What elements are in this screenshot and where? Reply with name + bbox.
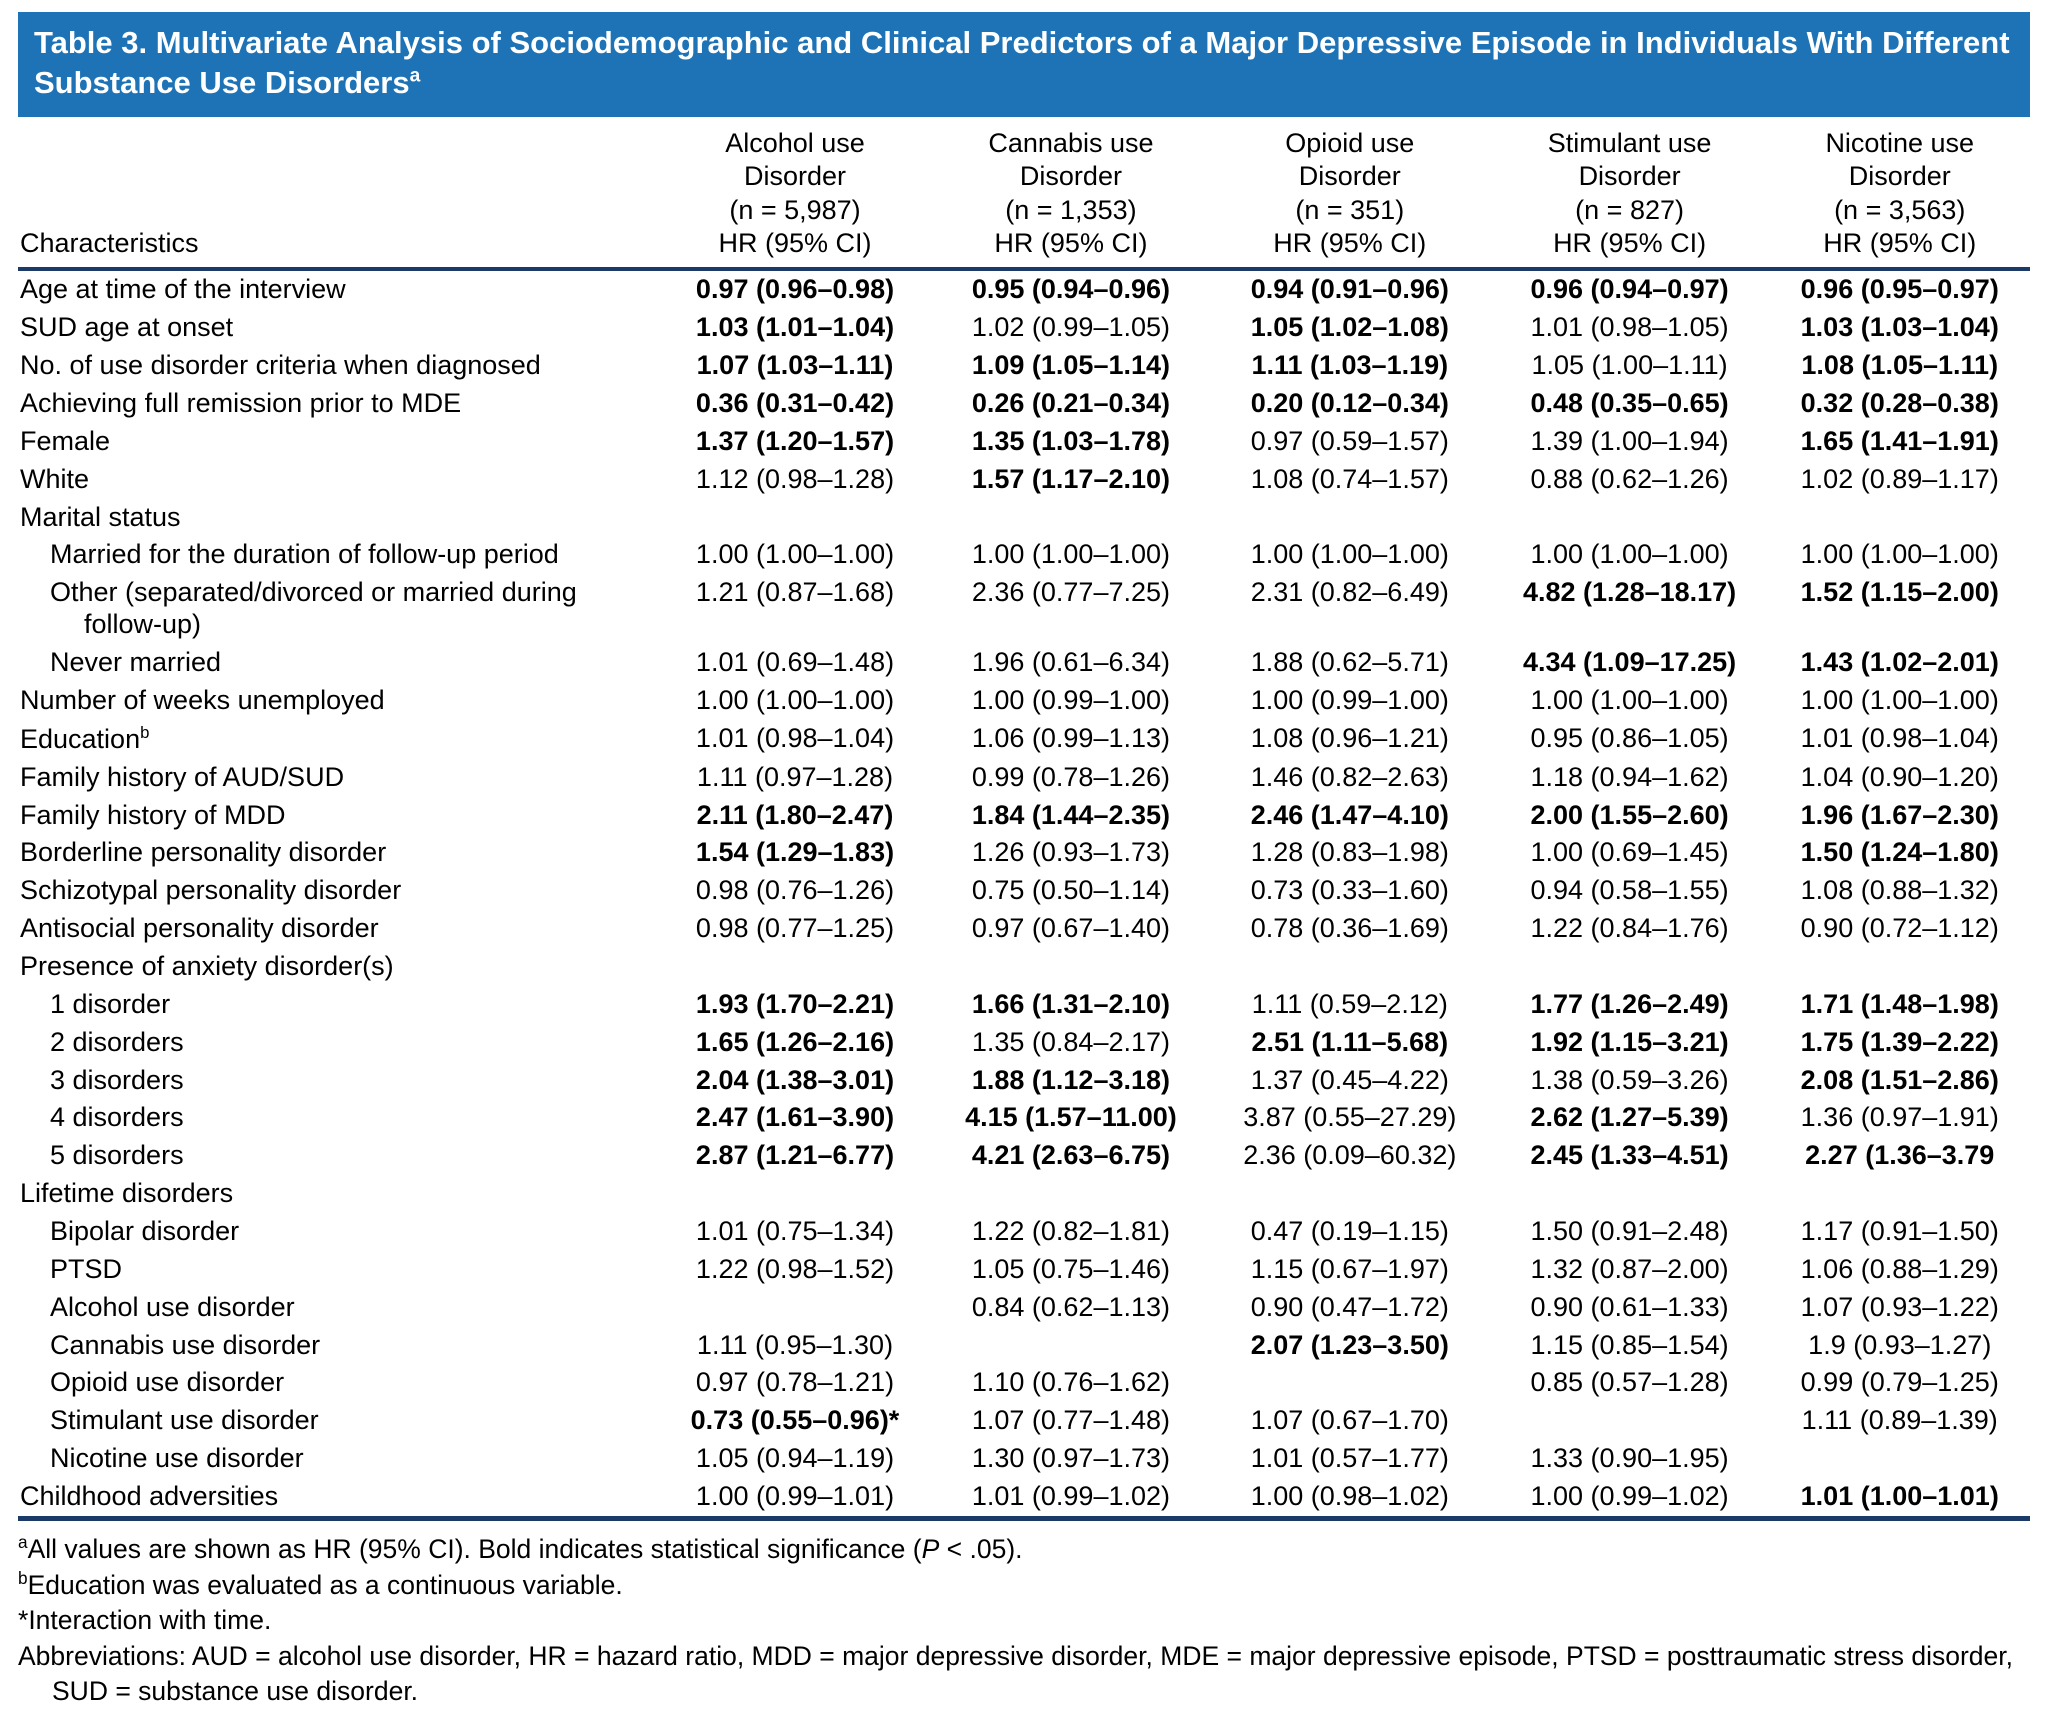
hr-value: 0.47 (0.19–1.15) (1250, 1215, 1449, 1246)
hr-value: 1.05 (1.00–1.11) (1531, 350, 1728, 381)
hr-value: 0.94 (0.58–1.55) (1530, 875, 1729, 906)
hr-value: 2.07 (1.23–3.50) (1250, 1329, 1449, 1360)
hr-value: 0.85 (0.57–1.28) (1530, 1367, 1729, 1398)
column-header: Opioid use Disorder (n = 351) HR (95% CI) (1273, 127, 1427, 258)
hr-value (1769, 1440, 2030, 1478)
row-label: Childhood adversities (20, 1480, 279, 1511)
hr-value: 0.48 (0.35–0.65) (1530, 388, 1729, 419)
hr-value: 1.00 (1.00–1.00) (1530, 539, 1729, 570)
hr-value: 2.36 (0.77–7.25) (971, 577, 1171, 608)
row-label: 3 disorders (50, 1064, 184, 1095)
table-row (18, 1402, 2030, 1440)
hr-value: 1.96 (0.61–6.34) (971, 647, 1171, 678)
hr-value: 1.35 (0.84–2.17) (971, 1026, 1171, 1057)
hr-value: 1.06 (0.99–1.13) (971, 722, 1171, 753)
table-row (18, 682, 2030, 720)
hr-value: 2.27 (1.36–3.79 (1805, 1140, 1995, 1171)
hr-value: 2.11 (1.80–2.47) (696, 799, 894, 830)
hr-value: 0.26 (0.21–0.34) (971, 388, 1171, 419)
hr-value: 1.00 (1.00–1.00) (1800, 539, 1999, 570)
hr-value: 4.34 (1.09–17.25) (1523, 647, 1737, 678)
table-row (18, 461, 2030, 499)
hr-value: 1.01 (0.57–1.77) (1250, 1443, 1449, 1474)
hr-value: 0.95 (0.86–1.05) (1530, 722, 1729, 753)
hr-value: 1.11 (0.59–2.12) (1251, 988, 1448, 1019)
hr-value: 1.00 (0.99–1.01) (695, 1480, 895, 1511)
row-label: Opioid use disorder (50, 1367, 285, 1398)
hr-value: 1.35 (1.03–1.78) (971, 425, 1171, 456)
hr-value: 1.54 (1.29–1.83) (695, 837, 895, 868)
row-label: 5 disorders (50, 1140, 184, 1171)
hr-value: 0.78 (0.36–1.69) (1250, 913, 1449, 944)
footnotes (18, 1531, 2030, 1710)
hr-value: 1.22 (0.98–1.52) (695, 1253, 895, 1284)
hr-value: 1.01 (0.98–1.04) (695, 722, 895, 753)
hr-value (1490, 1402, 1770, 1440)
hr-value (1210, 948, 1490, 986)
row-label: Family history of MDD (20, 799, 286, 830)
hr-value: 1.00 (0.99–1.00) (971, 684, 1171, 715)
table-title-banner (18, 12, 2030, 117)
hr-value (1210, 1175, 1490, 1213)
hr-value (658, 1175, 932, 1213)
row-label: Lifetime disorders (20, 1178, 234, 1209)
hr-value: 1.00 (0.99–1.02) (1530, 1480, 1729, 1511)
row-label: Presence of anxiety disorder(s) (20, 950, 394, 981)
hr-value: 1.08 (1.05–1.11) (1801, 350, 1999, 381)
column-header: Alcohol use Disorder (n = 5,987) HR (95% CI) (718, 127, 872, 258)
hr-value: 0.95 (0.94–0.96) (971, 274, 1171, 305)
row-label: Stimulant use disorder (50, 1405, 319, 1436)
hr-value: 1.30 (0.97–1.73) (971, 1443, 1171, 1474)
hr-value (1490, 948, 1770, 986)
table-row (18, 834, 2030, 872)
hr-value: 1.00 (1.00–1.00) (1800, 684, 1999, 715)
table-row (18, 1024, 2030, 1062)
table-row (18, 797, 2030, 835)
hr-value: 1.01 (0.98–1.04) (1800, 722, 1999, 753)
footnote: $^a$All values are shown as HR (95% CI). Bold indicates statistical significance (P < .05). (18, 1531, 1023, 1564)
table-row (18, 574, 2030, 644)
header-row (18, 121, 2030, 270)
hr-value: 4.21 (2.63–6.75) (971, 1140, 1171, 1171)
table-body (18, 269, 2030, 1518)
table-row (18, 1478, 2030, 1518)
hr-value: 1.39 (1.00–1.94) (1530, 425, 1729, 456)
hr-value: 2.31 (0.82–6.49) (1250, 577, 1449, 608)
hr-value: 1.03 (1.03–1.04) (1800, 312, 1999, 343)
hr-value: 1.07 (0.67–1.70) (1250, 1405, 1449, 1436)
column-header: Stimulant use Disorder (n = 827) HR (95% CI) (1547, 127, 1712, 258)
hr-value: 1.00 (0.99–1.00) (1250, 684, 1449, 715)
hr-value: 1.22 (0.84–1.76) (1530, 913, 1729, 944)
hr-value (658, 1289, 932, 1327)
hr-value (658, 499, 932, 537)
row-label: PTSD (50, 1253, 123, 1284)
row-label: 4 disorders (50, 1102, 184, 1133)
column-header: Nicotine use Disorder (n = 3,563) HR (95% CI) (1823, 127, 1977, 258)
hr-value: 0.84 (0.62–1.13) (971, 1291, 1171, 1322)
table-header (18, 121, 2030, 270)
hr-value: 1.00 (1.00–1.00) (1530, 684, 1729, 715)
hr-value: 1.50 (1.24–1.80) (1800, 837, 1999, 868)
hr-value: 1.08 (0.88–1.32) (1800, 875, 1999, 906)
table-row (18, 309, 2030, 347)
row-label: Achieving full remission prior to MDE (20, 388, 462, 419)
hr-value: 0.94 (0.91–0.96) (1250, 274, 1449, 305)
row-label: Female (20, 425, 111, 456)
hr-value (1769, 1175, 2030, 1213)
hr-value: 0.98 (0.77–1.25) (695, 913, 895, 944)
hr-value: 1.15 (0.85–1.54) (1530, 1329, 1729, 1360)
hr-value (1769, 499, 2030, 537)
hr-value: 4.82 (1.28–18.17) (1523, 577, 1737, 608)
row-label: Alcohol use disorder (50, 1291, 295, 1322)
hr-value (1769, 948, 2030, 986)
footnote: Abbreviations: AUD = alcohol use disorder, HR = hazard ratio, MDD = major depressive disorder, MDE = major depressive episode, PTSD = posttraumatic stress disorder, SUD = substance use disorder. (18, 1640, 2014, 1707)
hr-value (1490, 499, 1770, 537)
hr-value: 1.52 (1.15–2.00) (1800, 577, 1999, 608)
hr-value: 1.28 (0.83–1.98) (1250, 837, 1449, 868)
hr-value: 1.36 (0.97–1.91) (1800, 1102, 1999, 1133)
hr-value: 1.65 (1.26–2.16) (695, 1026, 895, 1057)
hr-value: 1.77 (1.26–2.49) (1530, 988, 1729, 1019)
hr-value: 0.73 (0.55–0.96)* (690, 1405, 900, 1436)
hr-value: 1.01 (0.98–1.05) (1530, 312, 1729, 343)
table-row (18, 644, 2030, 682)
hr-value: 1.00 (1.00–1.00) (1250, 539, 1449, 570)
hr-value: 1.65 (1.41–1.91) (1800, 425, 1999, 456)
hr-value: 4.15 (1.57–11.00) (965, 1102, 1177, 1133)
hr-value: 1.38 (0.59–3.26) (1530, 1064, 1729, 1095)
hr-value: 1.02 (0.89–1.17) (1800, 463, 1999, 494)
hr-value: 1.11 (0.89–1.39) (1801, 1405, 1998, 1436)
hr-value: 1.00 (0.98–1.02) (1250, 1480, 1449, 1511)
hr-value: 0.88 (0.62–1.26) (1530, 463, 1729, 494)
hr-value: 2.04 (1.38–3.01) (695, 1064, 895, 1095)
table-row (18, 1251, 2030, 1289)
hr-value: 1.32 (0.87–2.00) (1530, 1253, 1729, 1284)
table-row (18, 1213, 2030, 1251)
hr-value: 1.37 (0.45–4.22) (1250, 1064, 1449, 1095)
section-row (18, 499, 2030, 537)
table-row (18, 1137, 2030, 1175)
hr-value: 1.43 (1.02–2.01) (1800, 647, 1999, 678)
hr-value: 1.08 (0.74–1.57) (1250, 463, 1449, 494)
hr-value: 1.92 (1.15–3.21) (1530, 1026, 1729, 1057)
row-label: Other (separated/divorced or married during follow-up) (50, 577, 577, 640)
hr-value: 1.07 (0.93–1.22) (1800, 1291, 1999, 1322)
hr-value: 1.75 (1.39–2.22) (1800, 1026, 1999, 1057)
hr-value: 2.62 (1.27–5.39) (1530, 1102, 1729, 1133)
hr-value: 1.93 (1.70–2.21) (695, 988, 895, 1019)
footnote: *Interaction with time. (18, 1605, 272, 1636)
table-row (18, 1099, 2030, 1137)
hr-value: 0.32 (0.28–0.38) (1800, 388, 1999, 419)
hr-value: 1.10 (0.76–1.62) (971, 1367, 1171, 1398)
row-label: Age at time of the interview (20, 274, 346, 305)
hr-value: 1.01 (0.99–1.02) (971, 1480, 1171, 1511)
row-label: Married for the duration of follow-up period (50, 539, 559, 570)
hr-value: 2.45 (1.33–4.51) (1530, 1140, 1729, 1171)
table-row (18, 536, 2030, 574)
table-row (18, 269, 2030, 309)
hr-value: 1.07 (0.77–1.48) (971, 1405, 1171, 1436)
hr-value: 1.04 (0.90–1.20) (1800, 761, 1999, 792)
hr-value: 1.00 (1.00–1.00) (971, 539, 1171, 570)
table-row (18, 1440, 2030, 1478)
row-label: Nicotine use disorder (50, 1443, 304, 1474)
hr-value (932, 1175, 1210, 1213)
row-label: Education$^b$ (20, 722, 150, 754)
hr-value (1210, 499, 1490, 537)
table-row (18, 1062, 2030, 1100)
hr-value: 0.97 (0.67–1.40) (971, 913, 1171, 944)
table-row (18, 1327, 2030, 1365)
row-label: Cannabis use disorder (50, 1329, 321, 1360)
hr-value: 2.08 (1.51–2.86) (1800, 1064, 1999, 1095)
hr-value: 1.96 (1.67–2.30) (1800, 799, 1999, 830)
hr-value (932, 948, 1210, 986)
hr-value (932, 1327, 1210, 1365)
hr-value: 2.36 (0.09–60.32) (1243, 1140, 1457, 1171)
hr-value: 0.20 (0.12–0.34) (1250, 388, 1449, 419)
hr-value: 1.11 (1.03–1.19) (1251, 350, 1449, 381)
hr-value: 1.08 (0.96–1.21) (1250, 722, 1449, 753)
hr-value: 0.90 (0.72–1.12) (1800, 913, 1999, 944)
table-row (18, 385, 2030, 423)
hr-value: 1.05 (0.75–1.46) (971, 1253, 1171, 1284)
hr-value: 0.90 (0.61–1.33) (1530, 1291, 1729, 1322)
hr-value: 0.90 (0.47–1.72) (1250, 1291, 1449, 1322)
hr-value: 1.57 (1.17–2.10) (971, 463, 1171, 494)
footnote: $^b$Education was evaluated as a continuous variable. (18, 1568, 623, 1600)
section-row (18, 1175, 2030, 1213)
hr-value (932, 499, 1210, 537)
hr-value: 0.75 (0.50–1.14) (971, 875, 1171, 906)
table-row (18, 720, 2030, 759)
predictors-table (18, 121, 2030, 1521)
hr-value: 2.00 (1.55–2.60) (1530, 799, 1729, 830)
hr-value: 0.97 (0.59–1.57) (1250, 425, 1449, 456)
hr-value: 1.00 (1.00–1.00) (695, 684, 895, 715)
label-superscript: b (140, 722, 150, 742)
hr-value: 1.09 (1.05–1.14) (971, 350, 1171, 381)
table-row (18, 347, 2030, 385)
hr-value: 1.01 (0.75–1.34) (695, 1215, 895, 1246)
table-title-superscript: a (409, 65, 421, 87)
hr-value: 1.50 (0.91–2.48) (1530, 1215, 1729, 1246)
hr-value: 1.21 (0.87–1.68) (695, 577, 895, 608)
row-label: Marital status (20, 501, 181, 532)
hr-value: 1.11 (0.97–1.28) (696, 761, 894, 792)
table-row (18, 423, 2030, 461)
hr-value: 1.00 (1.00–1.00) (695, 539, 895, 570)
row-label: Bipolar disorder (50, 1215, 240, 1246)
table-row (18, 872, 2030, 910)
hr-value (1210, 1364, 1490, 1402)
hr-value: 1.11 (0.95–1.30) (696, 1329, 894, 1360)
hr-value: 1.22 (0.82–1.81) (971, 1215, 1171, 1246)
hr-value: 2.87 (1.21–6.77) (695, 1140, 895, 1171)
row-label: 2 disorders (50, 1026, 184, 1057)
hr-value: 1.26 (0.93–1.73) (971, 837, 1171, 868)
characteristics-header: Characteristics (20, 228, 199, 258)
hr-value: 0.97 (0.96–0.98) (695, 274, 895, 305)
row-label: Number of weeks unemployed (20, 684, 385, 715)
table-row (18, 1289, 2030, 1327)
hr-value: 1.03 (1.01–1.04) (695, 312, 895, 343)
hr-value: 1.9 (0.93–1.27) (1808, 1329, 1992, 1360)
hr-value: 1.05 (0.94–1.19) (695, 1443, 895, 1474)
row-label: Antisocial personality disorder (20, 913, 379, 944)
table-row (18, 759, 2030, 797)
hr-value: 0.96 (0.95–0.97) (1800, 274, 1999, 305)
hr-value: 1.33 (0.90–1.95) (1530, 1443, 1729, 1474)
hr-value: 2.51 (1.11–5.68) (1251, 1026, 1449, 1057)
hr-value: 1.02 (0.99–1.05) (971, 312, 1171, 343)
table-row (18, 1364, 2030, 1402)
hr-value (1490, 1175, 1770, 1213)
hr-value: 0.36 (0.31–0.42) (695, 388, 895, 419)
row-label: White (20, 463, 90, 494)
row-label: Family history of AUD/SUD (20, 761, 345, 792)
hr-value: 1.17 (0.91–1.50) (1800, 1215, 1999, 1246)
hr-value: 0.98 (0.76–1.26) (695, 875, 895, 906)
hr-value: 1.88 (0.62–5.71) (1250, 647, 1449, 678)
hr-value: 1.07 (1.03–1.11) (696, 350, 894, 381)
hr-value: 3.87 (0.55–27.29) (1243, 1102, 1457, 1133)
hr-value: 0.73 (0.33–1.60) (1250, 875, 1449, 906)
row-label: SUD age at onset (20, 312, 234, 343)
hr-value: 0.96 (0.94–0.97) (1530, 274, 1729, 305)
hr-value: 1.01 (1.00–1.01) (1800, 1480, 1999, 1511)
hr-value: 1.06 (0.88–1.29) (1800, 1253, 1999, 1284)
row-label: Borderline personality disorder (20, 837, 387, 868)
hr-value: 0.99 (0.78–1.26) (971, 761, 1171, 792)
hr-value: 1.46 (0.82–2.63) (1250, 761, 1449, 792)
row-label: Schizotypal personality disorder (20, 875, 402, 906)
hr-value: 1.12 (0.98–1.28) (695, 463, 895, 494)
hr-value: 2.46 (1.47–4.10) (1250, 799, 1449, 830)
hr-value: 1.66 (1.31–2.10) (971, 988, 1171, 1019)
hr-value: 2.47 (1.61–3.90) (695, 1102, 895, 1133)
hr-value: 1.05 (1.02–1.08) (1250, 312, 1449, 343)
hr-value: 1.15 (0.67–1.97) (1250, 1253, 1449, 1284)
table-row (18, 910, 2030, 948)
table-title-text: Table 3. Multivariate Analysis of Sociodemographic and Clinical Predictors of a Major Depressive Episode in Individuals With Different Substance Use Disorders (34, 25, 2010, 101)
hr-value: 1.37 (1.20–1.57) (695, 425, 895, 456)
hr-value: 1.71 (1.48–1.98) (1800, 988, 1999, 1019)
hr-value: 0.99 (0.79–1.25) (1800, 1367, 1999, 1398)
row-label: No. of use disorder criteria when diagnosed (20, 350, 541, 381)
row-label: Never married (50, 647, 222, 678)
column-header: Cannabis use Disorder (n = 1,353) HR (95% CI) (988, 127, 1154, 258)
hr-value: 1.18 (0.94–1.62) (1530, 761, 1729, 792)
row-label: 1 disorder (50, 988, 171, 1019)
hr-value: 1.88 (1.12–3.18) (971, 1064, 1171, 1095)
hr-value: 1.84 (1.44–2.35) (971, 799, 1171, 830)
hr-value: 0.97 (0.78–1.21) (695, 1367, 895, 1398)
hr-value: 1.00 (0.69–1.45) (1530, 837, 1729, 868)
section-row (18, 948, 2030, 986)
hr-value (658, 948, 932, 986)
table-row (18, 986, 2030, 1024)
table-title (34, 25, 2010, 100)
hr-value: 1.01 (0.69–1.48) (695, 647, 895, 678)
